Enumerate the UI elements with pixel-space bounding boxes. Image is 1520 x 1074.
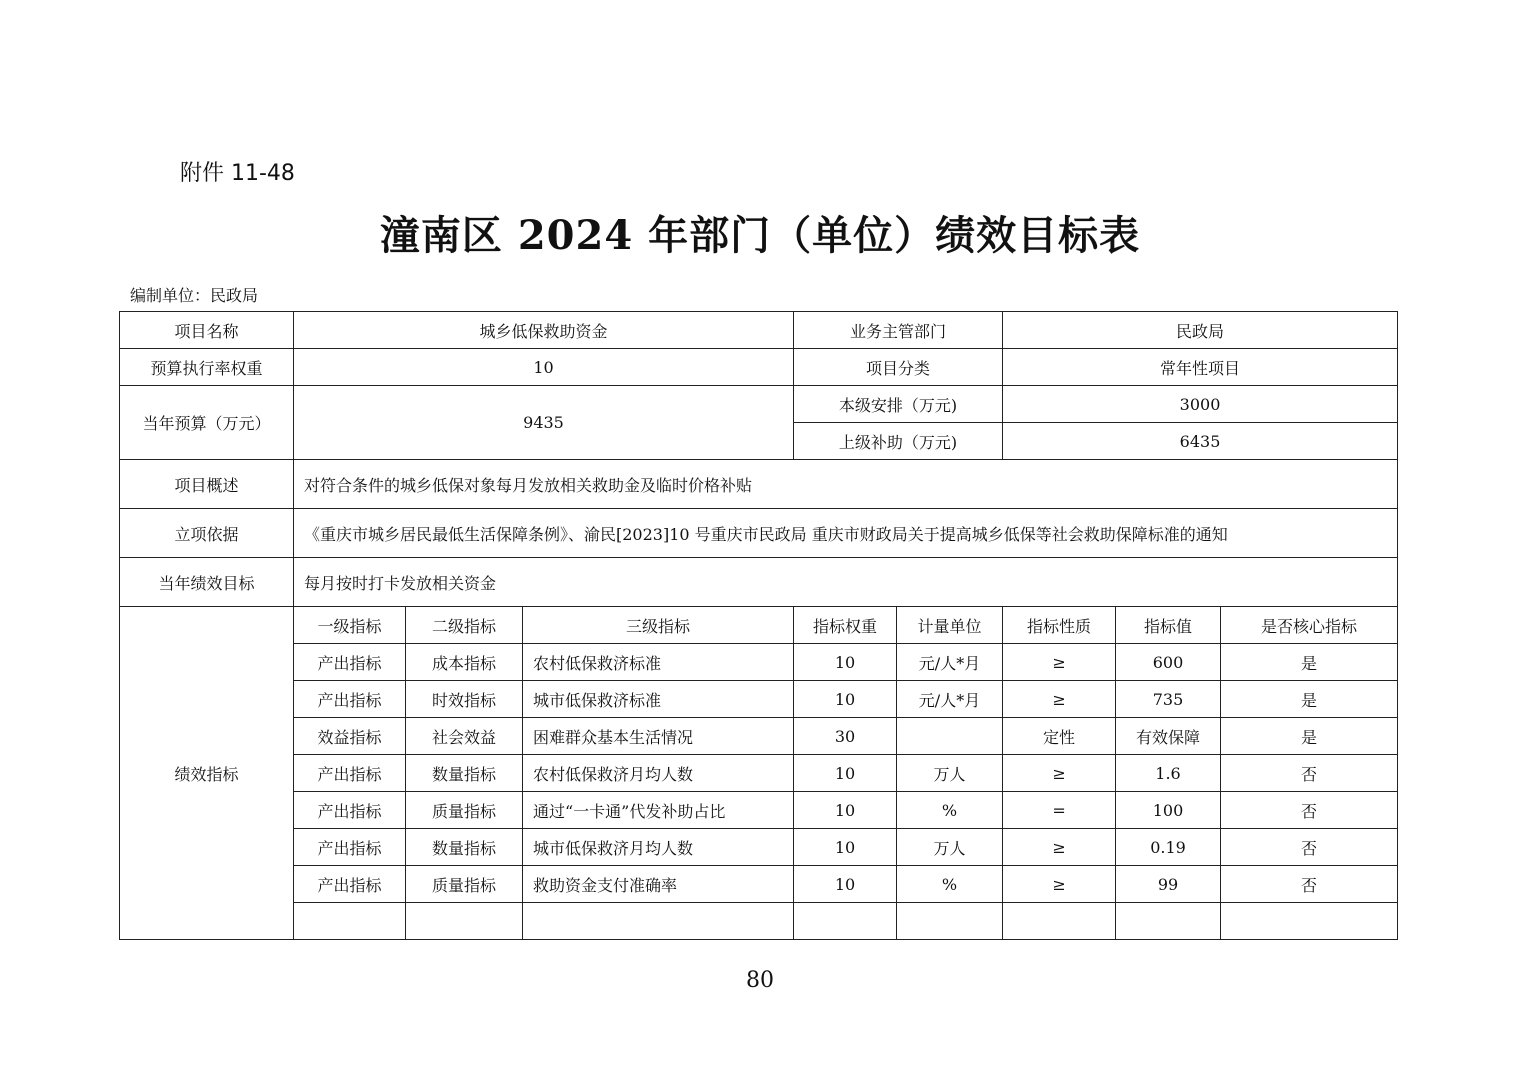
table-row bbox=[120, 460, 1398, 509]
indicator-cell-level1: 产出指标 bbox=[294, 644, 406, 681]
indicator-cell-value: 1.6 bbox=[1116, 755, 1221, 792]
indicator-cell-unit: 元/人*月 bbox=[897, 681, 1003, 718]
indicator-cell-weight: 10 bbox=[794, 829, 897, 866]
indicator-cell-level1 bbox=[294, 903, 406, 940]
indicator-cell-unit: % bbox=[897, 792, 1003, 829]
indicator-cell-core: 否 bbox=[1221, 829, 1398, 866]
indicator-cell-value: 735 bbox=[1116, 681, 1221, 718]
header-core: 是否核心指标 bbox=[1221, 607, 1398, 644]
indicator-cell-nature: ≥ bbox=[1003, 829, 1116, 866]
indicator-cell-core: 否 bbox=[1221, 866, 1398, 903]
indicator-cell-level2: 数量指标 bbox=[406, 829, 523, 866]
indicator-cell-value bbox=[1116, 903, 1221, 940]
indicator-cell-unit bbox=[897, 903, 1003, 940]
indicator-cell-weight: 10 bbox=[794, 792, 897, 829]
indicator-cell-core: 是 bbox=[1221, 681, 1398, 718]
indicator-cell-value: 0.19 bbox=[1116, 829, 1221, 866]
indicator-cell-level3: 救助资金支付准确率 bbox=[523, 866, 794, 903]
upper-value: 6435 bbox=[1003, 423, 1398, 460]
indicator-cell-level1: 产出指标 bbox=[294, 866, 406, 903]
header-level1: 一级指标 bbox=[294, 607, 406, 644]
indicator-cell-level2: 质量指标 bbox=[406, 866, 523, 903]
indicator-cell-level2: 社会效益 bbox=[406, 718, 523, 755]
indicator-row bbox=[120, 718, 1398, 755]
indicator-cell-level3: 农村低保救济标准 bbox=[523, 644, 794, 681]
header-unit: 计量单位 bbox=[897, 607, 1003, 644]
table-row bbox=[120, 509, 1398, 558]
header-nature: 指标性质 bbox=[1003, 607, 1116, 644]
local-value: 3000 bbox=[1003, 386, 1398, 423]
indicator-cell-value: 100 bbox=[1116, 792, 1221, 829]
header-value: 指标值 bbox=[1116, 607, 1221, 644]
indicator-cell-level3: 农村低保救济月均人数 bbox=[523, 755, 794, 792]
indicator-cell-nature: ≥ bbox=[1003, 755, 1116, 792]
header-level2: 二级指标 bbox=[406, 607, 523, 644]
basis-value: 《重庆市城乡居民最低生活保障条例》、渝民[2023]10 号重庆市民政局 重庆市财政局关于提高城乡低保等社会救助保障标准的通知 bbox=[294, 509, 1398, 558]
indicator-cell-unit: 万人 bbox=[897, 829, 1003, 866]
indicator-cell-level2: 数量指标 bbox=[406, 755, 523, 792]
category-value: 常年性项目 bbox=[1003, 349, 1398, 386]
indicator-cell-core: 否 bbox=[1221, 792, 1398, 829]
indicator-cell-unit: 元/人*月 bbox=[897, 644, 1003, 681]
indicator-cell-unit: % bbox=[897, 866, 1003, 903]
upper-label: 上级补助（万元) bbox=[794, 423, 1003, 460]
indicator-cell-level3: 城市低保救济月均人数 bbox=[523, 829, 794, 866]
indicator-cell-level2: 成本指标 bbox=[406, 644, 523, 681]
indicator-row bbox=[120, 681, 1398, 718]
overview-label: 项目概述 bbox=[120, 460, 294, 509]
indicator-cell-level1: 产出指标 bbox=[294, 681, 406, 718]
category-label: 项目分类 bbox=[794, 349, 1003, 386]
indicator-cell-level1: 产出指标 bbox=[294, 792, 406, 829]
goal-label: 当年绩效目标 bbox=[120, 558, 294, 607]
indicator-cell-core bbox=[1221, 903, 1398, 940]
indicator-cell-nature bbox=[1003, 903, 1116, 940]
project-name-value: 城乡低保救助资金 bbox=[294, 312, 794, 349]
budget-weight-value: 10 bbox=[294, 349, 794, 386]
compiler-unit: 编制单位：民政局 bbox=[130, 286, 259, 305]
indicator-cell-weight: 10 bbox=[794, 644, 897, 681]
indicator-cell-nature: 定性 bbox=[1003, 718, 1116, 755]
indicator-header-row bbox=[120, 607, 1398, 644]
indicator-cell-core: 是 bbox=[1221, 718, 1398, 755]
indicator-cell-nature: ≥ bbox=[1003, 644, 1116, 681]
indicator-cell-value: 99 bbox=[1116, 866, 1221, 903]
header-level3: 三级指标 bbox=[523, 607, 794, 644]
indicators-label: 绩效指标 bbox=[120, 607, 294, 940]
budget-value: 9435 bbox=[294, 386, 794, 460]
budget-label: 当年预算（万元） bbox=[120, 386, 294, 460]
table-row bbox=[120, 558, 1398, 607]
goal-value: 每月按时打卡发放相关资金 bbox=[294, 558, 1398, 607]
page-title: 潼南区 2024 年部门（单位）绩效目标表 bbox=[379, 212, 1141, 259]
table-row bbox=[120, 386, 1398, 423]
indicator-cell-level3: 通过“一卡通”代发补助占比 bbox=[523, 792, 794, 829]
indicator-cell-nature: = bbox=[1003, 792, 1116, 829]
indicator-cell-core: 否 bbox=[1221, 755, 1398, 792]
indicator-cell-level3 bbox=[523, 903, 794, 940]
indicator-cell-nature: ≥ bbox=[1003, 681, 1116, 718]
indicator-row bbox=[120, 755, 1398, 792]
indicator-cell-level1: 效益指标 bbox=[294, 718, 406, 755]
indicator-cell-unit: 万人 bbox=[897, 755, 1003, 792]
basis-label: 立项依据 bbox=[120, 509, 294, 558]
indicator-cell-nature: ≥ bbox=[1003, 866, 1116, 903]
overview-value: 对符合条件的城乡低保对象每月发放相关救助金及临时价格补贴 bbox=[294, 460, 1398, 509]
indicator-cell-weight: 10 bbox=[794, 866, 897, 903]
indicator-row bbox=[120, 829, 1398, 866]
indicator-row bbox=[120, 866, 1398, 903]
indicator-row bbox=[120, 792, 1398, 829]
performance-table bbox=[119, 311, 1398, 940]
dept-label: 业务主管部门 bbox=[794, 312, 1003, 349]
indicator-cell-value: 600 bbox=[1116, 644, 1221, 681]
attachment-label: 附件 11-48 bbox=[180, 161, 295, 186]
indicator-cell-weight: 10 bbox=[794, 755, 897, 792]
indicator-cell-level1: 产出指标 bbox=[294, 829, 406, 866]
table-row bbox=[120, 349, 1398, 386]
indicator-cell-weight bbox=[794, 903, 897, 940]
local-label: 本级安排（万元) bbox=[794, 386, 1003, 423]
project-name-label: 项目名称 bbox=[120, 312, 294, 349]
indicator-row bbox=[120, 903, 1398, 940]
budget-weight-label: 预算执行率权重 bbox=[120, 349, 294, 386]
indicator-cell-value: 有效保障 bbox=[1116, 718, 1221, 755]
indicator-cell-level2: 质量指标 bbox=[406, 792, 523, 829]
indicator-row bbox=[120, 644, 1398, 681]
page-number: 80 bbox=[746, 968, 774, 993]
table-row bbox=[120, 312, 1398, 349]
dept-value: 民政局 bbox=[1003, 312, 1398, 349]
indicator-cell-core: 是 bbox=[1221, 644, 1398, 681]
indicator-cell-level3: 城市低保救济标准 bbox=[523, 681, 794, 718]
indicator-cell-level2 bbox=[406, 903, 523, 940]
indicator-cell-level3: 困难群众基本生活情况 bbox=[523, 718, 794, 755]
indicator-cell-level1: 产出指标 bbox=[294, 755, 406, 792]
header-weight: 指标权重 bbox=[794, 607, 897, 644]
indicator-cell-weight: 10 bbox=[794, 681, 897, 718]
indicator-cell-unit bbox=[897, 718, 1003, 755]
indicator-cell-level2: 时效指标 bbox=[406, 681, 523, 718]
indicator-cell-weight: 30 bbox=[794, 718, 897, 755]
